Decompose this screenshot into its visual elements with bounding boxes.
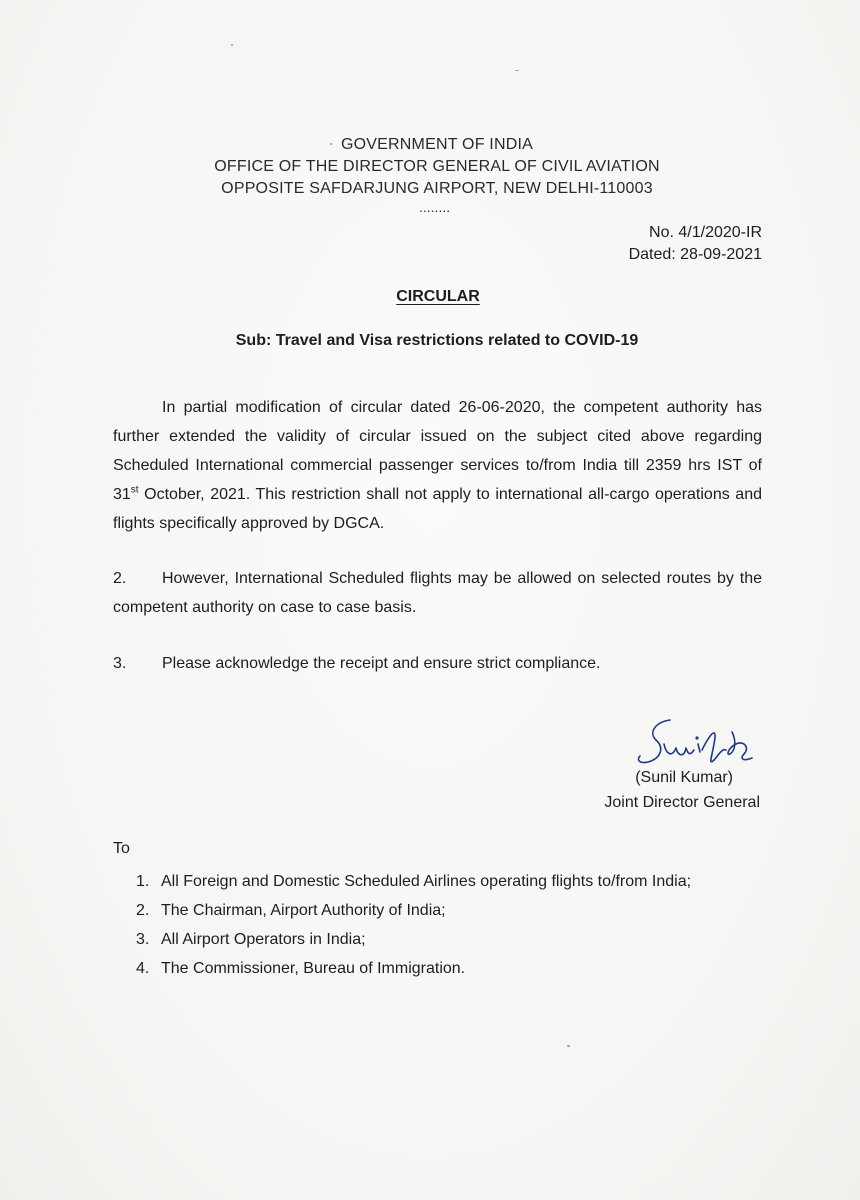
signatory-block	[604, 765, 760, 815]
reference-date: Dated: 28-09-2021	[628, 246, 762, 263]
paper-speck	[567, 1045, 570, 1047]
letterhead-line-office: OFFICE OF THE DIRECTOR GENERAL OF CIVIL AVIATION	[214, 158, 660, 175]
paragraph-2	[113, 564, 762, 622]
recipient-number: 4.	[136, 960, 150, 977]
paragraph-2-text: However, International Scheduled flights may be allowed on selected routes by the competent authority on case to case basis.	[113, 570, 762, 616]
list-item	[136, 954, 691, 983]
recipient-number: 1.	[136, 873, 150, 890]
letterhead-line-government: GOVERNMENT OF INDIA	[341, 136, 533, 153]
paragraph-3-number: 3.	[113, 655, 127, 672]
recipient-list	[136, 867, 691, 983]
recipient-text: All Airport Operators in India;	[161, 931, 366, 948]
recipient-text: The Commissioner, Bureau of Immigration.	[161, 960, 466, 977]
letterhead	[0, 134, 860, 200]
reference-block	[629, 222, 762, 266]
document-title: CIRCULAR	[396, 288, 480, 305]
reference-number: No. 4/1/2020-IR	[649, 224, 762, 241]
recipient-text: All Foreign and Domestic Scheduled Airlines operating flights to/from India;	[161, 873, 692, 890]
paragraph-3	[113, 649, 762, 678]
signatory-designation: Joint Director General	[604, 794, 760, 811]
paper-speck	[330, 143, 332, 145]
paragraph-3-text: Please acknowledge the receipt and ensure strict compliance.	[162, 655, 601, 672]
subject-line: Sub: Travel and Visa restrictions related to COVID-19	[235, 332, 639, 349]
paper-speck	[231, 44, 233, 46]
header-separator: ........	[419, 199, 451, 215]
paragraph-1-text-start: In partial modification of circular dated 26-06-2020, the competent authority has further extended the validity of circular issued on the subject cited above regarding Scheduled International commercial passenger services to/from India till 2359 hrs IST of 31	[113, 399, 762, 503]
to-label: To	[113, 840, 130, 857]
paragraph-1-text-end: October, 2021. This restriction shall not apply to international all-cargo operations and flights specifically approved by DGCA.	[113, 486, 762, 532]
list-item	[136, 896, 691, 925]
recipient-text: The Chairman, Airport Authority of India;	[161, 902, 446, 919]
paragraph-1	[113, 393, 762, 538]
list-item	[136, 867, 691, 896]
list-item	[136, 925, 691, 954]
paragraph-2-number: 2.	[113, 570, 127, 587]
recipient-number: 2.	[136, 902, 150, 919]
letterhead-line-address: OPPOSITE SAFDARJUNG AIRPORT, NEW DELHI-110003	[221, 180, 653, 197]
paragraph-1-superscript: st	[130, 484, 139, 496]
signatory-name: (Sunil Kumar)	[635, 769, 733, 786]
paper-speck	[515, 70, 519, 71]
recipient-number: 3.	[136, 931, 150, 948]
